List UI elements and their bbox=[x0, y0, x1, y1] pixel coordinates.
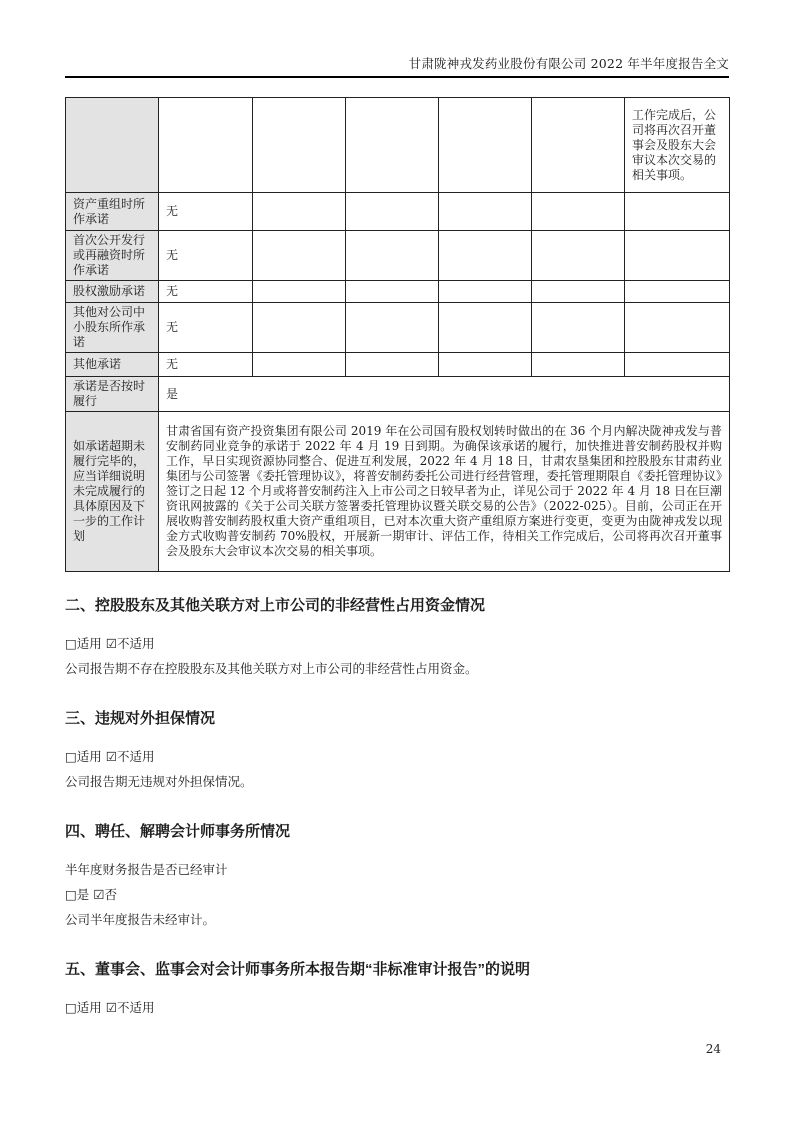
cell bbox=[439, 281, 532, 303]
cell bbox=[532, 353, 625, 377]
cell bbox=[346, 98, 439, 193]
row-label: 承诺是否按时履行 bbox=[66, 377, 159, 412]
cell bbox=[346, 353, 439, 377]
row-label: 其他对公司中小股东所作承诺 bbox=[66, 303, 159, 353]
cell bbox=[532, 98, 625, 193]
cell bbox=[159, 98, 253, 193]
cell bbox=[532, 231, 625, 281]
table-row bbox=[66, 353, 730, 377]
section-note: 公司报告期无违规对外担保情况。 bbox=[65, 774, 253, 789]
table-row bbox=[66, 303, 730, 353]
report-header-title: 甘肃陇神戎发药业股份有限公司 2022 年半年度报告全文 bbox=[408, 56, 729, 71]
row-label: 如承诺超期未履行完毕的，应当详细说明未完成履行的具体原因及下一步的工作计划 bbox=[66, 412, 159, 572]
section-title: 五、董事会、监事会对会计师事务所本报告期“非标准审计报告”的说明 bbox=[65, 961, 531, 978]
cell: 无 bbox=[159, 231, 253, 281]
table-row bbox=[66, 377, 730, 412]
cell bbox=[253, 98, 346, 193]
cell: 无 bbox=[159, 303, 253, 353]
row-label bbox=[66, 98, 159, 193]
applicability-line: □适用 ☑不适用 bbox=[65, 749, 155, 764]
cell: 工作完成后，公司将再次召开董事会及股东大会审议本次交易的相关事项。 bbox=[625, 98, 730, 193]
cell bbox=[439, 98, 532, 193]
section-accounting-firm bbox=[65, 822, 729, 927]
cell bbox=[439, 193, 532, 231]
section-title: 三、违规对外担保情况 bbox=[65, 710, 216, 727]
cell bbox=[253, 193, 346, 231]
cell bbox=[346, 231, 439, 281]
cell bbox=[625, 193, 730, 231]
cell bbox=[625, 231, 730, 281]
cell bbox=[532, 303, 625, 353]
section-illegal-guarantee bbox=[65, 709, 729, 789]
cell bbox=[532, 193, 625, 231]
cell bbox=[346, 193, 439, 231]
cell-span: 是 bbox=[159, 377, 730, 412]
cell bbox=[439, 231, 532, 281]
section-note: 公司半年度报告未经审计。 bbox=[65, 912, 216, 927]
commitments-table bbox=[65, 97, 730, 572]
row-label: 其他承诺 bbox=[66, 353, 159, 377]
section-non-operating-fund-occupation bbox=[65, 596, 729, 676]
cell bbox=[625, 281, 730, 303]
applicability-line: □适用 ☑不适用 bbox=[65, 636, 155, 651]
table-row bbox=[66, 281, 730, 303]
cell bbox=[253, 303, 346, 353]
cell bbox=[253, 353, 346, 377]
row-label: 资产重组时所作承诺 bbox=[66, 193, 159, 231]
section-note: 公司报告期不存在控股股东及其他关联方对上市公司的非经营性占用资金。 bbox=[65, 661, 478, 676]
section-non-standard-audit-report bbox=[65, 960, 729, 1015]
table-row bbox=[66, 412, 730, 572]
cell bbox=[253, 231, 346, 281]
section-title: 四、聘任、解聘会计师事务所情况 bbox=[65, 823, 291, 840]
table-row bbox=[66, 193, 730, 231]
cell bbox=[253, 281, 346, 303]
cell: 无 bbox=[159, 193, 253, 231]
cell bbox=[346, 281, 439, 303]
page-number: 24 bbox=[705, 1042, 721, 1056]
cell: 无 bbox=[159, 353, 253, 377]
cell bbox=[532, 281, 625, 303]
cell-span: 甘肃省国有资产投资集团有限公司 2019 年在公司国有股权划转时做出的在 36 个月内解决陇神戎发与普安制药同业竞争的承诺于 2022 年 4 月 19 日到期。为确保该承诺的履行，加快推进普安制药股权并购工作，早日实现资源协同整合、促进互利发展，2022 年 4 月 18 日，甘肃农垦集团和控股股东甘肃药业集团与公司签署《委托管理协议》，将普安制药委托公司进行经营管理，委托管理期限自《委托管理协议》签订之日起 12 个月或将普安制药注入上市公司之日较早者为止，详见公司于 2022 年 4 月 18 日在巨潮资讯网披露的《关于公司关联方签署委托管理协议暨关联交易的公告》（2022-025）。目前，公司正在开展收购普安制药股权重大资产重组项目，已对本次重大资产重组原方案进行变更，变更为由陇神戎发以现金方式收购普安制药 70%股权，开展新一期审计、评估工作，待相关工作完成后，公司将再次召开董事会及股东大会审议本次交易的相关事项。 bbox=[159, 412, 730, 572]
row-label: 首次公开发行或再融资时所作承诺 bbox=[66, 231, 159, 281]
cell bbox=[625, 353, 730, 377]
applicability-line: □是 ☑否 bbox=[65, 887, 117, 902]
cell bbox=[625, 303, 730, 353]
applicability-line: □适用 ☑不适用 bbox=[65, 1000, 155, 1015]
table-row bbox=[66, 231, 730, 281]
cell bbox=[346, 303, 439, 353]
cell: 无 bbox=[159, 281, 253, 303]
row-label: 股权激励承诺 bbox=[66, 281, 159, 303]
section-title: 二、控股股东及其他关联方对上市公司的非经营性占用资金情况 bbox=[65, 597, 486, 614]
cell bbox=[439, 303, 532, 353]
cell bbox=[439, 353, 532, 377]
audit-question-line: 半年度财务报告是否已经审计 bbox=[65, 862, 228, 877]
header-rule bbox=[65, 76, 729, 78]
table-row bbox=[66, 98, 730, 193]
